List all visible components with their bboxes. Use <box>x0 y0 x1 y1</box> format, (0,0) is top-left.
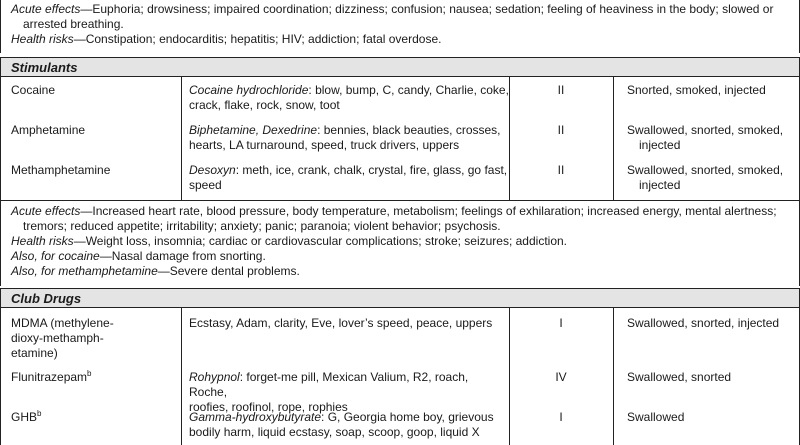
administration: Swallowed, snorted <box>627 370 732 384</box>
street-names: Rohypnol: forget-me pill, Mexican Valium, R2, roach, Roche, roofies, roofinol, rope, rophies <box>189 370 469 414</box>
column-divider <box>613 308 614 445</box>
stimulants-acute-effects-cont: tremors; reduced appetite; irritability; anxiety; panic; paranoia; violent behavior; psychosis. <box>23 219 501 233</box>
stimulants-health-risks: Health risks—Weight loss, insomnia; cardiac or cardiovascular complications; stroke; seizures; addiction. <box>11 234 568 248</box>
column-divider <box>181 308 182 445</box>
column-divider <box>613 77 614 201</box>
footnote-marker: b <box>87 369 92 378</box>
drug-name: Flunitrazepam$^b$ <box>11 369 92 384</box>
footnote-marker: b <box>37 409 42 418</box>
cocaine-note: Also, for cocaine—Nasal damage from snorting. <box>11 249 266 263</box>
dea-schedule: I <box>559 316 563 330</box>
dea-schedule: I <box>559 410 563 424</box>
club-drugs-table <box>0 308 800 445</box>
drug-name: GHB$^b$ <box>11 409 42 424</box>
stimulants-table <box>0 77 800 201</box>
club-drugs-header: Club Drugs <box>0 288 800 308</box>
drug-name: Methamphetamine <box>11 163 111 177</box>
administration: Swallowed <box>627 410 685 424</box>
methamphetamine-note: Also, for methamphetamine—Severe dental problems. <box>11 264 300 278</box>
administration: Swallowed, snorted, smoked, injected <box>627 123 784 152</box>
opioid-health-risks: Health risks—Constipation; endocarditis; hepatitis; HIV; addiction; fatal overdose. <box>11 32 442 46</box>
administration: Swallowed, snorted, injected <box>627 316 780 330</box>
opioid-acute-effects-cont: arrested breathing. <box>23 17 124 31</box>
opioid-notes <box>0 0 800 53</box>
opioid-acute-effects: Acute effects—Euphoria; drowsiness; impaired coordination; dizziness; confusion; nausea; sedation; feeling of heaviness in the body; slowed or <box>11 2 774 16</box>
street-names: Gamma-hydroxybutyrate: G, Georgia home boy, grievous bodily harm, liquid ecstasy, soap, scoop, goop, liquid X <box>189 410 494 439</box>
stimulants-header: Stimulants <box>0 57 800 77</box>
administration: Snorted, smoked, injected <box>627 83 766 97</box>
administration: Swallowed, snorted, smoked, injected <box>627 163 784 192</box>
column-divider <box>181 77 182 201</box>
street-names: Cocaine hydrochloride: blow, bump, C, candy, Charlie, coke, crack, flake, rock, snow, toot <box>189 83 509 112</box>
column-divider <box>509 77 510 201</box>
dea-schedule: II <box>557 83 565 97</box>
dea-schedule: IV <box>555 370 567 384</box>
street-names: Biphetamine, Dexedrine: bennies, black beauties, crosses, hearts, LA turnaround, speed, truck drivers, uppers <box>189 123 501 152</box>
dea-schedule: II <box>557 123 565 137</box>
street-names: Desoxyn: meth, ice, crank, chalk, crystal, fire, glass, go fast, speed <box>189 163 508 192</box>
dea-schedule: II <box>557 163 565 177</box>
stimulants-acute-effects: Acute effects—Increased heart rate, blood pressure, body temperature, metabolism; feelings of exhilaration; increased energy, mental alertness; <box>11 204 777 218</box>
street-names: Ecstasy, Adam, clarity, Eve, lover’s speed, peace, uppers <box>189 316 493 330</box>
stimulants-notes <box>0 201 800 286</box>
column-divider <box>509 308 510 445</box>
drug-name: MDMA (methylene- dioxy-methamph- etamine) <box>11 316 114 360</box>
drug-name: Cocaine <box>11 83 56 97</box>
drug-name: Amphetamine <box>11 123 86 137</box>
